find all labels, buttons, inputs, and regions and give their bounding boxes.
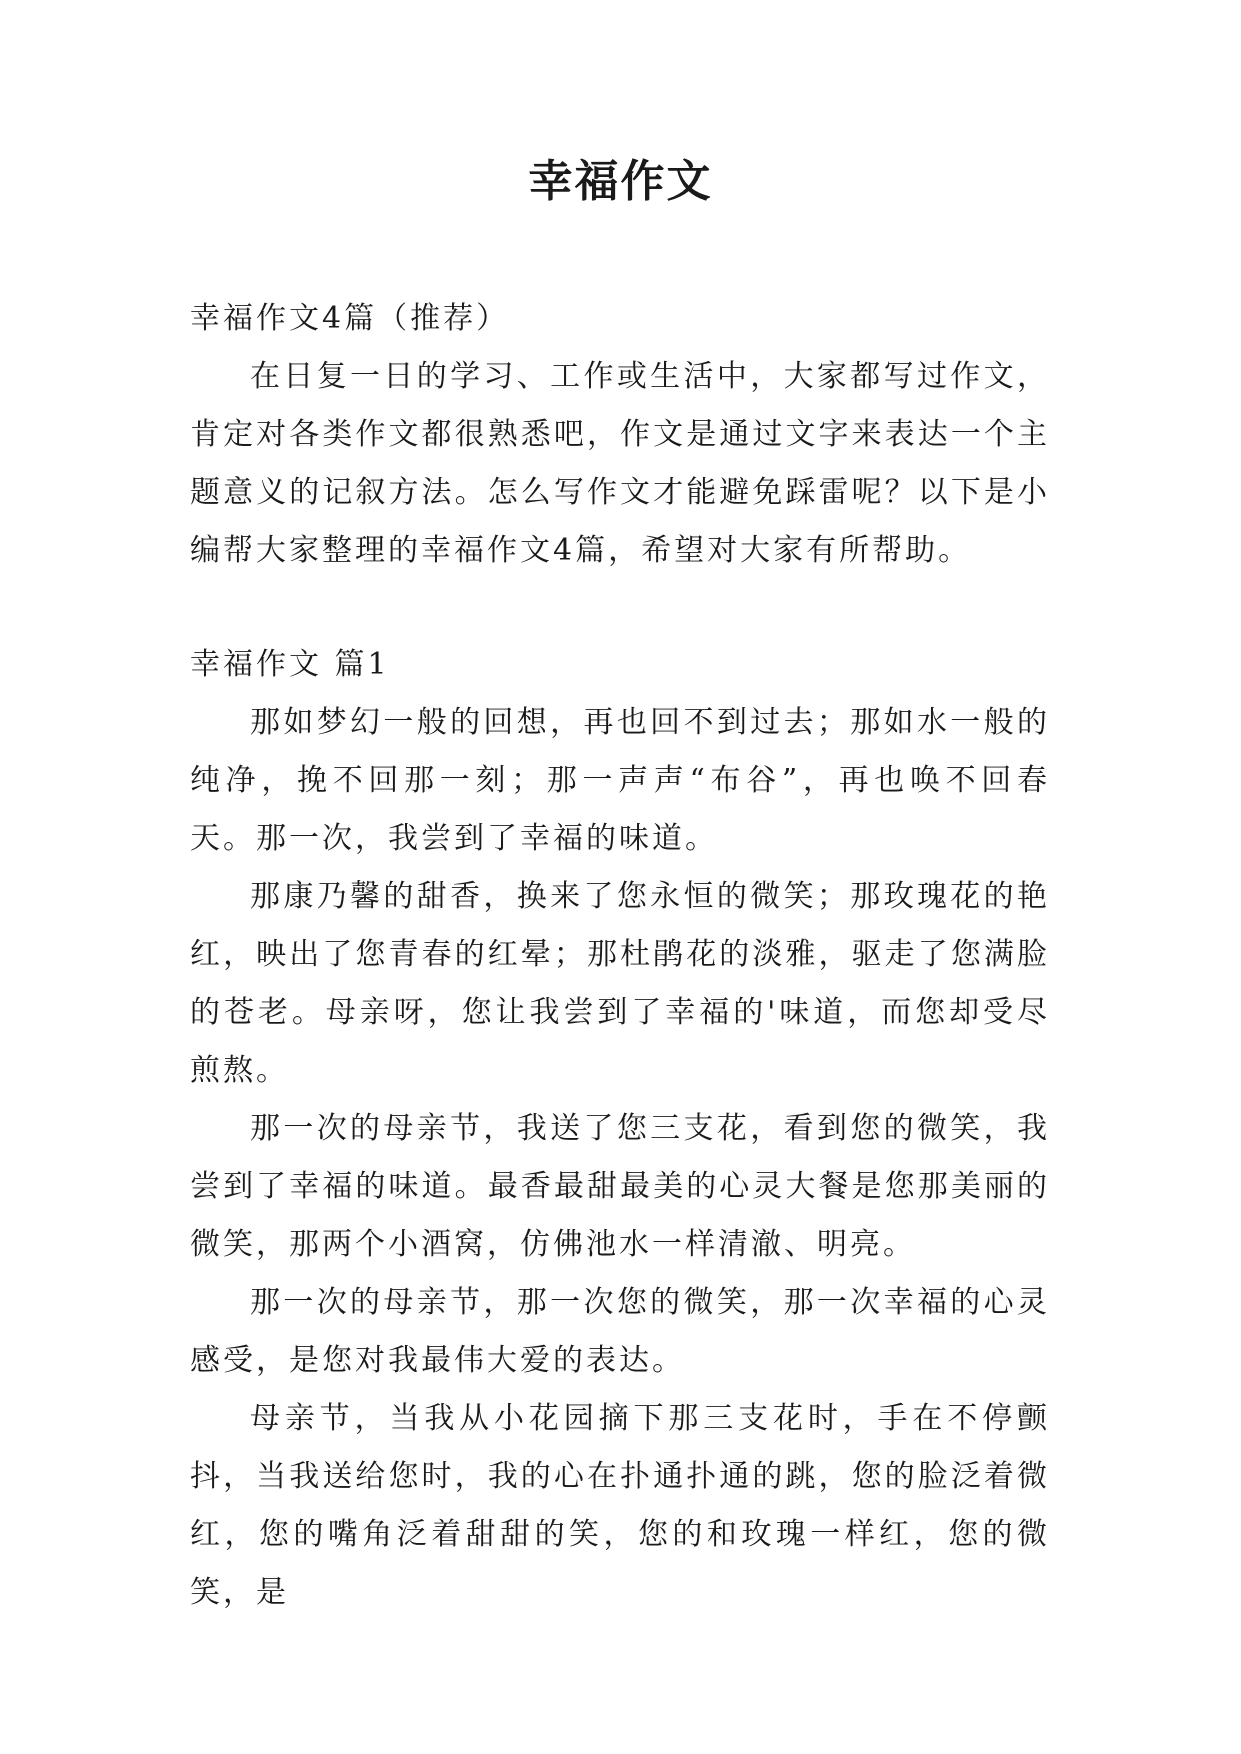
- intro-section: [190, 348, 1050, 580]
- essay1-paragraph-3: 那一次的母亲节，我送了您三支花，看到您的微笑，我尝到了幸福的味道。最香最甜最美的心灵大餐是您那美丽的微笑，那两个小酒窝，仿佛池水一样清澈、明亮。: [190, 1111, 1050, 1262]
- essay1-paragraph-5: 母亲节，当我从小花园摘下那三支花时，手在不停颤抖，当我送给您时，我的心在扑通扑通的跳，您的脸泛着微红，您的嘴角泛着甜甜的笑，您的和玫瑰一样红，您的微笑，是: [190, 1401, 1050, 1610]
- essay1-paragraph-1: 那如梦幻一般的回想，再也回不到过去；那如水一般的纯净，挽不回那一刻；那一声声“布谷”，再也唤不回春天。那一次，我尝到了幸福的味道。: [190, 705, 1050, 856]
- essay1-heading: 幸福作文 篇1: [190, 647, 390, 682]
- essay1-paragraph-4: 那一次的母亲节，那一次您的微笑，那一次幸福的心灵感受，是您对我最伟大爱的表达。: [190, 1285, 1050, 1378]
- intro-paragraph: 在日复一日的学习、工作或生活中，大家都写过作文，肯定对各类作文都很熟悉吧，作文是通过文字来表达一个主题意义的记叙方法。怎么写作文才能避免踩雷呢？以下是小编帮大家整理的幸福作文4篇，希望对大家有所帮助。: [190, 359, 1050, 568]
- document-title: 幸福作文: [528, 156, 713, 207]
- essay1-paragraph-2: 那康乃馨的甜香，换来了您永恒的微笑；那玫瑰花的艳红，映出了您青春的红晕；那杜鹃花的淡雅，驱走了您满脸的苍老。母亲呀，您让我尝到了幸福的'味道，而您却受尽煎熬。: [190, 879, 1050, 1088]
- essay1-body: [190, 694, 1050, 1622]
- intro-heading: 幸福作文4篇（推荐）: [190, 301, 510, 336]
